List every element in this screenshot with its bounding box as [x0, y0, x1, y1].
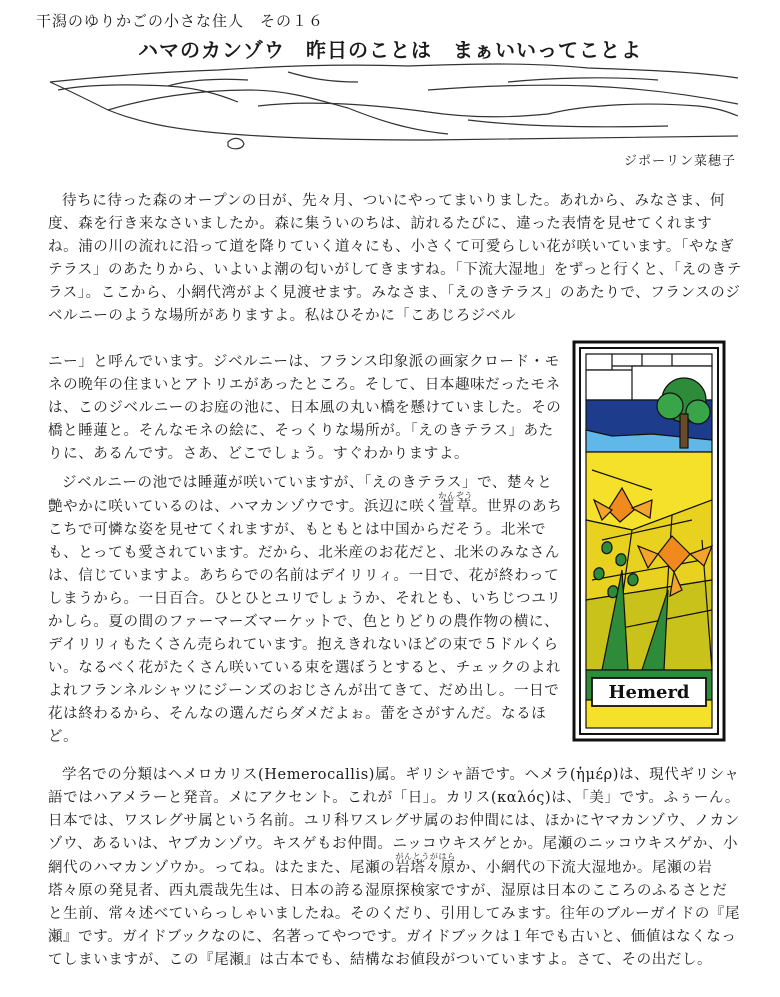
illustration-label: Hemerd	[608, 682, 690, 703]
paragraph-2-text: ニー」と呼んでいます。ジベルニーは、フランス印象派の画家クロード・モネの晩年の住まいとアトリエがあったところ。そして、日本趣味だったモネは、このジベルニーのお庭の池に、日本風の丸い橋を懸けていました。その橋と睡蓮と。そんなモネの絵に、そっくりな場所が。「えのきテラス」あたりに、あるんです。さあ、どこでしょう。すぐわかりますよ。	[48, 354, 562, 462]
paragraph-2	[48, 351, 564, 466]
article-title: ハマのカンゾウ 昨日のことは まぁいいってことよ	[138, 38, 642, 62]
paragraph-4-text-a: 学名での分類はヘメロカリス(Hemerocallis)属。ギリシャ語です。ヘメラ(ἡμέρ)は、現代ギリシャ語ではハアメラーと発音。メにアクセント。これが「日」。カリス(καλός)は、「美」です。ふぅーん。日本では、ワスレグサ属という名前。ユリ科ワスレグサ属のお仲間には、ほかにヤマカンゾウ、ノカンゾウ、あるいは、ヤブカンゾウ。キスゲもお仲間。ニッコウキスゲとか。尾瀬のニッコウキスゲか、小網代のハマカンゾウか。ってね。はたまた、尾瀬の	[48, 767, 741, 876]
paragraph-1-text: 待ちに待った森のオープンの日が、先々月、ついにやってまいりました。あれから、みなさま、何度、森を行き来なさいましたか。森に集ういのちは、訪れるたびに、違った表情を見せてくれますね。浦の川の流れに沿って道を降りていく道々にも、小さくて可愛らしい花が咲いています。「やなぎテラス」のあたりから、いよいよ潮の匂いがしてきますね。「下流大湿地」をずっと行くと、「えのきテラス」。ここから、小網代湾がよく見渡せます。みなさま、「えのきテラス」のあたりで、フランスのジベルニーのような場所がありますよ。私はひそかに「こあじろジベル	[48, 193, 742, 324]
paragraph-3-text-a: ジベルニーの池では睡蓮が咲いていますが、「えのきテラス」で、楚々と艶やかに咲いているのは、ハマカンゾウです。浜辺に咲く	[48, 475, 553, 515]
author-name: ジポーリン菜穂子	[623, 154, 736, 169]
gantou-word: 岩塔々原	[395, 859, 456, 876]
header-landscape-drawing	[48, 60, 740, 156]
paragraph-4	[48, 764, 742, 972]
kanzo-ruby	[438, 490, 473, 515]
kanzo-word: 萱草	[438, 498, 473, 515]
paragraph-3-text-b: 。世界のあちこちで可憐な姿を見せてくれますが、もともとは中国からだそう。北米でも、とっても愛されています。だから、北米産のお花だと、北米のみなさんは、信じていますよ。あちらでの名前はデイリリィ。一日で、花が終わってしまうから。一日百合。ひとひとユリでしょうか、それとも、いちじつユリかしら。夏の間のファーマーズマーケットで、色とりどりの農作物の横に、デイリリィもたくさん売られています。抱えきれないほどの束で５ドルくらい。なるべく花がたくさん咲いている束を選ぼうとすると、チェックのよれよれフランネルシャツにジーンズのおじさんが出てきて、だめ出し。一日で花は終わるから、そんなの選んだらダメだよぉ。蕾をさがすんだ。なるほど。	[48, 498, 563, 745]
daylily-stained-glass-illustration	[572, 340, 726, 742]
paragraph-4-text-b: か、小網代の下流大湿地か。尾瀬の岩塔々原の発見者、西丸震哉先生は、日本の誇る湿原探検家ですが、湿原は日本のこころのふるさとだと生前、常々述べていらっしゃいましたね。そのくだり、引用してみます。往年のブルーガイドの『尾瀬』です。ガイドブックなのに、名著ってやつです。ガイドブックは１年でも古いと、価値はなくなってしまいますが、この『尾瀬』は古本でも、結構なお値段がついていますよ。さて、その出だし。	[48, 859, 741, 968]
series-heading: 干潟のゆりかごの小さな住人 その１６	[36, 12, 325, 30]
gantou-ruby	[395, 851, 456, 876]
kanzo-reading: かんぞう	[438, 490, 473, 500]
gantou-reading: がんとうがはら	[395, 851, 456, 861]
paragraph-1	[48, 190, 742, 328]
paragraph-3	[48, 472, 564, 749]
